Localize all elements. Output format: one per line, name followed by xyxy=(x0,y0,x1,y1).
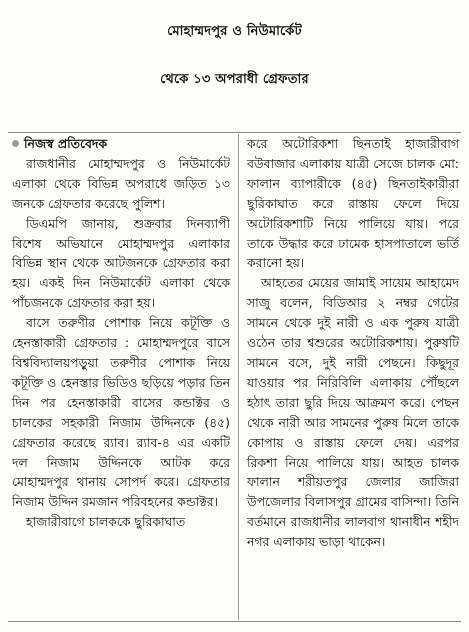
top-divider xyxy=(8,132,461,133)
paragraph: রাজধানীর মোহাম্মদপুর ও নিউমার্কেট এলাকা থেকে বিভিন্ন অপরাধে জড়িত ১৩ জনকে গ্রেফতার করেছে পুলিশ। xyxy=(12,155,230,211)
byline xyxy=(12,134,230,154)
byline-text: নিজস্ব প্রতিবেদক xyxy=(24,136,108,151)
bottom-divider xyxy=(8,621,461,622)
subheading: হাজারীবাগে চালককে ছুরিকাঘাত xyxy=(26,514,186,530)
headline-line-1: মোহাম্মদপুর ও নিউমার্কেট xyxy=(167,24,302,39)
paragraph: আহতের মেয়ের জামাই সায়েম আহামেদ সাজু বলেন, বিডিআর ২ নম্বর গেটের সামনে থেকে দুই নারী ও এক পুরুষ যাত্রী ওঠেন তার শ্বশুরের অটোরিকশায়। পুরুষটি সামনে বসে, দুই নারী পেছনে। কিছুদূর যাওয়ার পর নিরিবিলি এলাকায় পৌঁছলে হঠাৎ তারা ছুরি দিয়ে আক্রমণ করে। পেছন থেকে নারী আর সামনের পুরুষ মিলে তাকে কোপায় ও রাস্তায় ফেলে দেয়। এরপর রিকশা নিয়ে পালিয়ে যায়। আহত চালক ফালান শরীয়তপুর জেলার জাজিরা উপজেলার বিলাসপুর গ্রামের বাসিন্দা। তিনি বর্তমানে রাজধানীর লালবাগ থানাধীন শহীদ নগর এলাকায় ভাড়া থাকেন। xyxy=(247,275,459,550)
right-column xyxy=(247,134,459,552)
bullet-icon xyxy=(12,140,19,147)
paragraph: ডিএমপি জানায়, শুক্রবার দিনব্যাপী বিশেষ অভিযানে মোহাম্মদপুর এলাকার বিভিন্ন স্থান থেকে আটজনকে গ্রেফতার করা হয়। একই দিন নিউমার্কেট এলাকা থেকে পাঁচজনকে গ্রেফতার করা হয়। xyxy=(12,215,230,311)
headline-line-2: থেকে ১৩ অপরাধী গ্রেফতার xyxy=(160,72,309,87)
paragraph: করে অটোরিকশা ছিনতাই হাজারীবাগ বউবাজার এলাকায় যাত্রী সেজে চালক মো: ফালান ব্যাপারীকে (৪৫) ছিনতাইকারীরা ছুরিকাঘাত করে রাস্তায় ফেলে দিয়ে অটোরিকশাটি নিয়ে পালিয়ে যায়। পরে তাকে উদ্ধার করে ঢামেক হাসপাতালে ভর্তি করানো হয়। xyxy=(247,136,459,271)
paragraph: বাসে তরুণীর পোশাক নিয়ে কটূক্তি ও হেনস্তাকারী গ্রেফতার : মোহাম্মদপুরে বাসে বিশ্ববিদ্যালয়পড়ুয়া তরুণীর পোশাক নিয়ে কটূক্তি ও হেনস্তার ভিডিও ছড়িয়ে পড়ার তিন দিন পর হেনস্তাকারী বাসের কন্ডাক্টর ও চালকের সহকারী নিজাম উদ্দিনকে (৪৫) গ্রেফতার করেছে র‍্যাব। র‍্যাব-৪ এর একটি দল নিজাম উদ্দিনকে আটক করে মোহাম্মদপুর থানায় সোপর্দ করে। গ্রেফতার নিজাম উদ্দিন রমজান পরিবহনের কন্ডাক্টর। xyxy=(12,315,230,510)
left-column xyxy=(12,134,230,532)
column-divider xyxy=(238,134,239,620)
